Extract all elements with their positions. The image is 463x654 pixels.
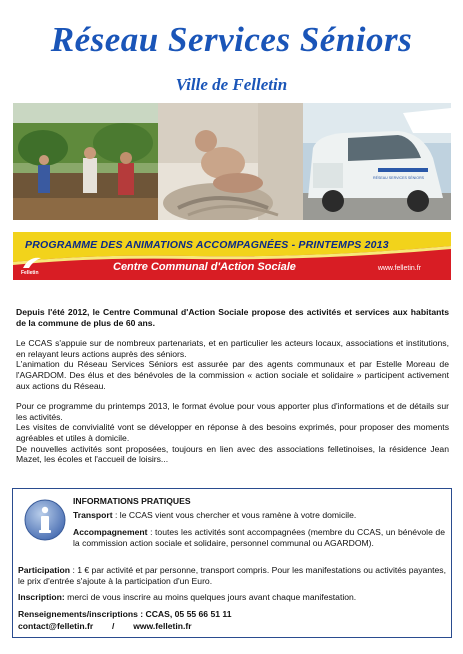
accompagnement-label: Accompagnement xyxy=(73,527,148,537)
felletin-logo-icon xyxy=(21,256,43,270)
contact-phone-line: Renseignements/inscriptions : CCAS, 05 55 66 51 11 xyxy=(18,609,232,619)
info-heading: INFORMATIONS PRATIQUES xyxy=(73,496,191,506)
activities-paragraph: De nouvelles activités sont proposées, toujours en lien avec des associations felletinoises, la résidence Jean Mazet, les écoles et l'accueil de loisirs... xyxy=(16,443,449,465)
inscription-label: Inscription: xyxy=(18,592,65,602)
banner-url-text: www.felletin.fr xyxy=(377,265,421,272)
banner-programme-text: PROGRAMME DES ANIMATIONS ACCOMPAGNÉES - PRINTEMPS 2013 xyxy=(25,239,389,251)
page-subtitle: Ville de Felletin xyxy=(175,75,288,94)
photo-strip xyxy=(13,103,451,220)
intro-paragraph: Depuis l'été 2012, le Centre Communal d'Action Sociale propose des activités et services aux habitants de la commune de plus de 60 ans. xyxy=(16,307,449,328)
van-lettering: RÉSEAU SERVICES SÉNIORS xyxy=(373,176,425,180)
participation-label: Participation xyxy=(18,565,71,575)
garden-photo xyxy=(13,103,158,220)
transport-line xyxy=(73,510,445,521)
practical-info-box xyxy=(12,488,452,638)
visits-paragraph: Les visites de convivialité vont se développer en réponse à des besoins exprimés, pour proposer des moments agréables et utiles à domicile. xyxy=(16,422,449,443)
inscription-text: merci de vous inscrire au moins quelques jours avant chaque manifestation. xyxy=(64,592,357,602)
banner-logo-text: Felletin xyxy=(21,270,39,276)
participation-text: : 1 € par activité et par personne, transport compris. Pour les manifestations ou activités payantes, le prix d'entrée s'ajoute à la participation d'un Euro. xyxy=(18,565,446,586)
body-content xyxy=(16,307,449,475)
transport-text: : le CCAS vient vous chercher et vous ramène à votre domicile. xyxy=(112,510,357,520)
info-icon xyxy=(24,499,66,541)
contact-website-link[interactable]: www.felletin.fr xyxy=(133,621,192,631)
accompagnement-line xyxy=(73,527,445,548)
partners-paragraph: Le CCAS s'appuie sur de nombreux partenariats, et en particulier les acteurs locaux, associations et institutions, en relayant leurs actions auprès des séniors. xyxy=(16,338,449,359)
inscription-line xyxy=(18,592,446,603)
programme-paragraph: Pour ce programme du printemps 2013, le format évolue pour vous apporter plus d'informations et de détails sur les activités. xyxy=(16,401,449,422)
participation-line xyxy=(18,565,446,586)
contact-email-link[interactable]: contact@felletin.fr xyxy=(18,621,94,631)
programme-banner xyxy=(13,232,451,280)
contact-separator: / xyxy=(112,621,115,631)
contact-web-line xyxy=(18,621,446,632)
service-van-photo xyxy=(303,103,451,220)
page-title: Réseau Services Séniors xyxy=(50,20,413,59)
accompagnement-text: : toutes les activités sont accompagnées (membre du CCAS, un bénévole de la commission action sociale et solidaire, personnel communal ou AGARDOM). xyxy=(73,527,445,548)
transport-label: Transport xyxy=(73,510,113,520)
banner-organisation-text: Centre Communal d'Action Sociale xyxy=(113,261,296,273)
animation-paragraph: L'animation du Réseau Services Séniors est assurée par des agents communaux et par Estelle Moreau de l'AGARDOM. Des élus et des bénévoles de la commission « action sociale et solidaire » participent activement aux actions du Réseau. xyxy=(16,359,449,391)
wool-sculpture-photo xyxy=(158,103,303,220)
